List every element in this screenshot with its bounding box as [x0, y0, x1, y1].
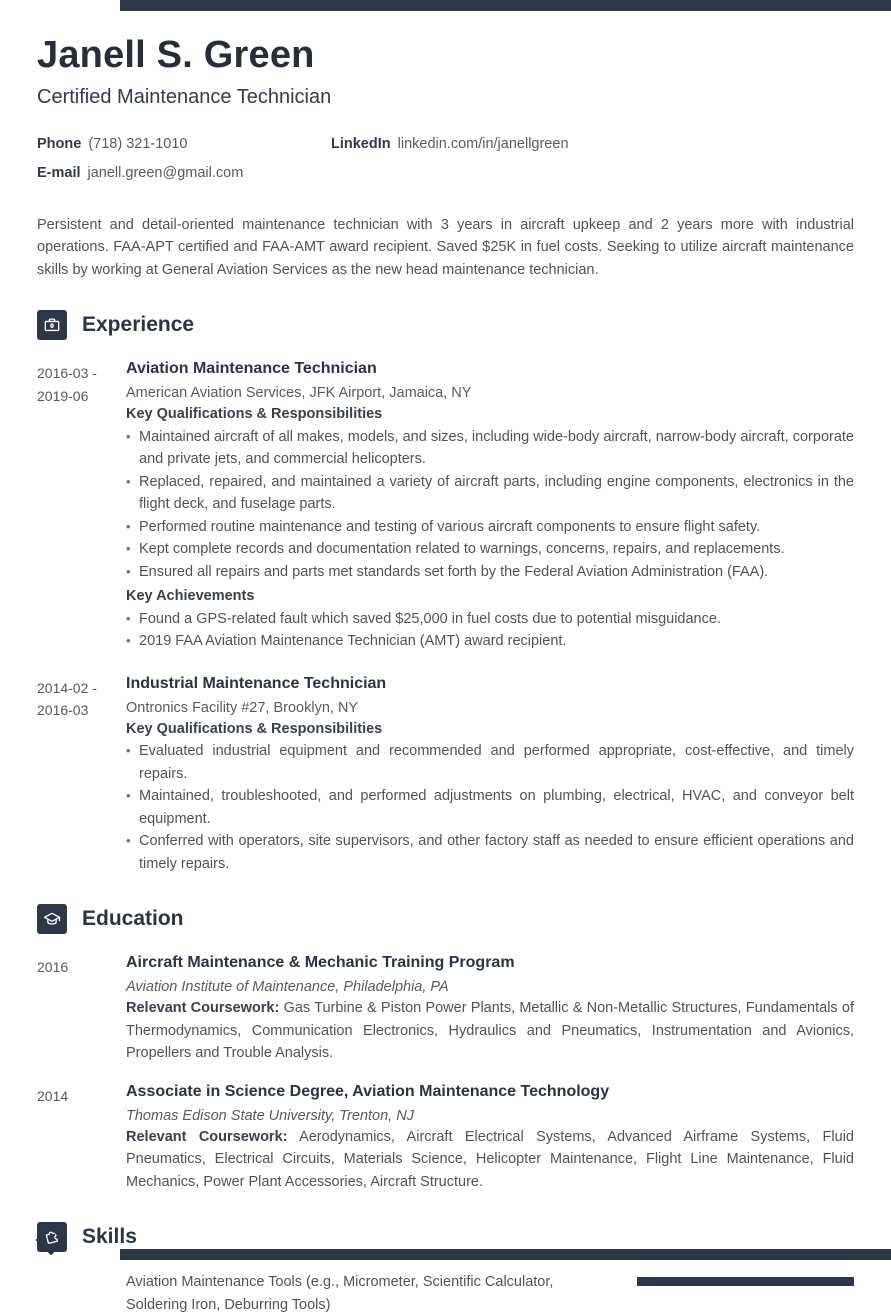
bottom-accent-bar [120, 1249, 891, 1260]
education-details [126, 953, 854, 1065]
job-title: Industrial Maintenance Technician [126, 674, 387, 692]
email-label: E-mail [37, 164, 81, 181]
top-accent-bar [120, 0, 891, 11]
experience-section-title: Experience [82, 313, 195, 337]
education-school: Thomas Edison State University, Trenton, NJ [126, 1107, 414, 1124]
skill-level-bar [637, 1277, 854, 1286]
job-bullet-list [126, 740, 854, 875]
education-school: Aviation Institute of Maintenance, Philadelphia, PA [126, 979, 449, 996]
skill-level-fill [637, 1277, 854, 1286]
linkedin-label: LinkedIn [331, 135, 391, 152]
job-bullet: • Kept complete records and documentation related to warnings, concerns, repairs, and replacements. [126, 538, 854, 561]
job-bullet: • Maintained, troubleshooted, and performed adjustments on plumbing, electrical, HVAC, and conveyor belt equipment. [126, 785, 854, 830]
candidate-name: Janell S. Green [37, 34, 315, 76]
job-details [126, 674, 854, 876]
education-entry [37, 953, 854, 1065]
job-details [126, 359, 854, 653]
education-title: Associate in Science Degree, Aviation Maintenance Technology [126, 1082, 610, 1100]
job-bullet: • Ensured all repairs and parts met standards set forth by the Federal Aviation Administration (FAA). [126, 561, 854, 584]
professional-summary: Persistent and detail-oriented maintenance technician with 3 years in aircraft upkeep and 2 years more with industrial operations. FAA-APT certified and FAA-AMT award recipient. Saved $25K in fuel costs. Seeking to utilize aircraft maintenance skills by working at General Aviation Services as the new head maintenance technician. [37, 216, 854, 278]
contact-info [37, 136, 854, 181]
education-title: Aircraft Maintenance & Mechanic Training Program [126, 954, 515, 972]
education-coursework [126, 1126, 854, 1194]
job-bullet-list [126, 608, 854, 653]
header [37, 34, 854, 281]
education-year: 2016 [37, 959, 69, 976]
job-company: Ontronics Facility #27, Brooklyn, NY [126, 699, 359, 716]
education-entry [37, 1082, 854, 1194]
job-subheading: Key Qualifications & Responsibilities [126, 406, 383, 423]
job-bullet: • Maintained aircraft of all makes, models, and sizes, including wide-body aircraft, narrow-body aircraft, corporate and private jets, and commercial helicopters. [126, 426, 854, 471]
job-subheading: Key Qualifications & Responsibilities [126, 720, 383, 737]
contact-phone [37, 136, 331, 152]
job-bullet: • Performed routine maintenance and testing of various aircraft components to ensure flight safety. [126, 516, 854, 539]
phone-value: (718) 321-1010 [88, 135, 188, 152]
job-bullet: • 2019 FAA Aviation Maintenance Technician (AMT) award recipient. [126, 630, 854, 653]
skill-name: Aviation Maintenance Tools (e.g., Micrometer, Scientific Calculator, Soldering Iron, Deburring Tools) [126, 1274, 554, 1313]
skills-section-header [37, 1222, 854, 1252]
experience-section-header [37, 310, 854, 340]
coursework-label: Relevant Coursework: [126, 1000, 280, 1017]
contact-email [37, 165, 331, 181]
education-section-header [37, 904, 854, 934]
skill-item [126, 1271, 854, 1316]
diamond-logo-icon [36, 1225, 66, 1255]
skills-section-title: Skills [82, 1225, 137, 1249]
job-bullet: • Evaluated industrial equipment and recommended and performed appropriate, cost-effective, and timely repairs. [126, 740, 854, 785]
job-bullet-list [126, 426, 854, 584]
experience-entry [37, 674, 854, 876]
experience-entry [37, 359, 854, 653]
graduation-cap-icon [37, 904, 67, 934]
job-bullet: • Replaced, repaired, and maintained a variety of aircraft parts, including engine components, electronics in the flight deck, and fuselage parts. [126, 471, 854, 516]
candidate-headline: Certified Maintenance Technician [37, 85, 332, 108]
education-year: 2014 [37, 1087, 69, 1104]
job-title: Aviation Maintenance Technician [126, 360, 377, 378]
job-dates: 2014-02 - 2016-03 [37, 679, 97, 719]
coursework-label: Relevant Coursework: [126, 1128, 288, 1145]
job-bullet: • Conferred with operators, site supervisors, and other factory staff as needed to ensure efficient operations and timely repairs. [126, 830, 854, 875]
job-subheading: Key Achievements [126, 588, 255, 605]
briefcase-icon [37, 310, 67, 340]
job-company: American Aviation Services, JFK Airport, Jamaica, NY [126, 385, 472, 402]
skills-list [37, 1271, 854, 1316]
job-dates: 2016-03 - 2019-06 [37, 365, 97, 404]
coursework-text: Aerodynamics, Aircraft Electrical Systems, Advanced Airframe Systems, Fluid Pneumatics, Electrical Circuits, Materials Science, Helicopter Maintenance, Flight Line Maintenance, Fluid Mechanics, Power Plant Accessories, Aircraft Structure. [126, 1128, 854, 1190]
coursework-text: Gas Turbine & Piston Power Plants, Metallic & Non-Metallic Structures, Fundamentals of Thermodynamics, Communication Electronics, Hydraulics and Pneumatics, Instrumentation and Avionics, Propellers and Trouble Analysis. [126, 1000, 855, 1062]
job-bullet: • Found a GPS-related fault which saved $25,000 in fuel costs due to potential misguidance. [126, 608, 854, 631]
education-coursework [126, 997, 854, 1065]
linkedin-value: linkedin.com/in/janellgreen [397, 135, 569, 152]
education-details [126, 1082, 854, 1194]
email-value: janell.green@gmail.com [87, 164, 244, 181]
contact-linkedin [331, 136, 854, 152]
education-section-title: Education [82, 907, 184, 931]
phone-label: Phone [37, 135, 82, 152]
